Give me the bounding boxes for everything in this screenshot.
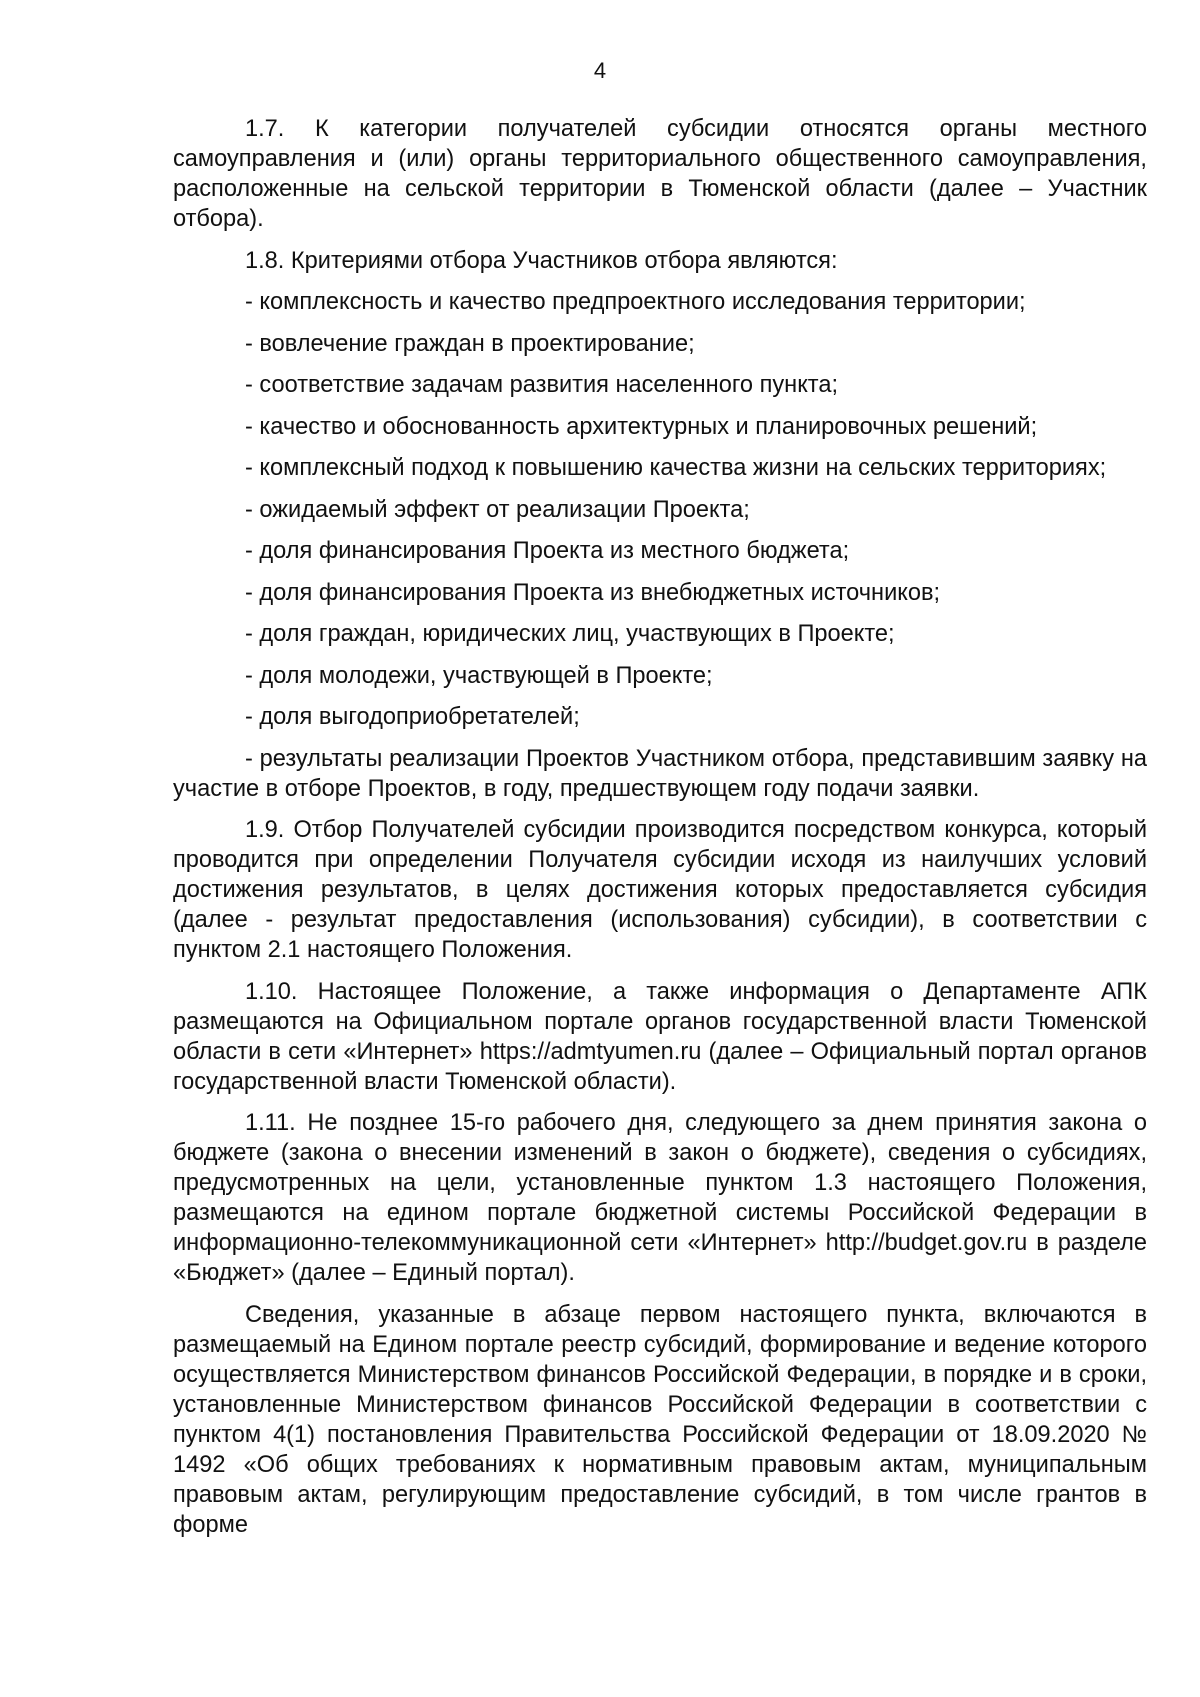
criterion-item: - доля граждан, юридических лиц, участвующих в Проекте; <box>245 621 895 647</box>
paragraph-1-7: 1.7. К категории получателей субсидии относятся органы местного самоуправления и (или) органы территориального общественного самоуправления, расположенные на сельской территории в Тюменской области (далее – Участник отбора). <box>173 116 1147 232</box>
paragraph-1-11: 1.11. Не позднее 15-го рабочего дня, следующего за днем принятия закона о бюджете (закона о внесении изменений в закон о бюджете), сведения о субсидиях, предусмотренных на цели, установленные пунктом 1.3 настоящего Положения, размещаются на едином портале бюджетной системы Российской Федерации в информационно-телекоммуникационной сети «Интернет» http://budget.gov.ru в разделе «Бюджет» (далее – Единый портал). <box>173 1110 1147 1286</box>
paragraph-1-8: 1.8. Критериями отбора Участников отбора являются: <box>245 247 838 274</box>
criterion-item: - ожидаемый эффект от реализации Проекта; <box>245 496 750 523</box>
criterion-item: - соответствие задачам развития населенного пункта; <box>245 372 838 398</box>
criterion-item: - комплексность и качество предпроектного исследования территории; <box>245 289 1026 315</box>
paragraph-1-10: 1.10. Настоящее Положение, а также информация о Департаменте АПК размещаются на Официальном портале органов государственной власти Тюменской области в сети «Интернет» https://admtyumen.ru (далее – Официальный портал органов государственной власти Тюменской области). <box>173 978 1147 1095</box>
paragraph-1-11-continued: Сведения, указанные в абзаце первом настоящего пункта, включаются в размещаемый на Едином портале реестр субсидий, формирование и ведение которого осуществляется Министерством финансов Российской Федерации, в порядке и в сроки, установленные Министерством финансов Российской Федерации в соответствии с пунктом 4(1) постановления Правительства Российской Федерации от 18.09.2020 № 1492 «Об общих требованиях к нормативным правовым актам, муниципальным правовым актам, регулирующим предоставление субсидий, в том числе грантов в форме <box>173 1301 1147 1538</box>
criterion-item: - результаты реализации Проектов Участником отбора, представившим заявку на участие в отборе Проектов, в году, предшествующем году подачи заявки. <box>173 745 1147 802</box>
criterion-item: - доля молодежи, участвующей в Проекте; <box>245 662 713 689</box>
page-number: 4 <box>593 58 607 83</box>
document-body <box>173 114 1147 1551</box>
criterion-item: - вовлечение граждан в проектирование; <box>245 330 695 357</box>
criterion-item: - доля финансирования Проекта из местного бюджета; <box>245 538 850 564</box>
criterion-item: - качество и обоснованность архитектурных и планировочных решений; <box>245 413 1038 440</box>
criterion-item: - доля выгодоприобретателей; <box>245 704 580 730</box>
criterion-item: - комплексный подход к повышению качества жизни на сельских территориях; <box>245 455 1107 481</box>
paragraph-1-9: 1.9. Отбор Получателей субсидии производится посредством конкурса, который проводится при определении Получателя субсидии исходя из наилучших условий достижения результатов, в целях достижения которых предоставляется субсидия (далее - результат предоставления (использования) субсидии), в соответствии с пунктом 2.1 настоящего Положения. <box>173 817 1147 963</box>
criterion-item: - доля финансирования Проекта из внебюджетных источников; <box>245 579 941 606</box>
